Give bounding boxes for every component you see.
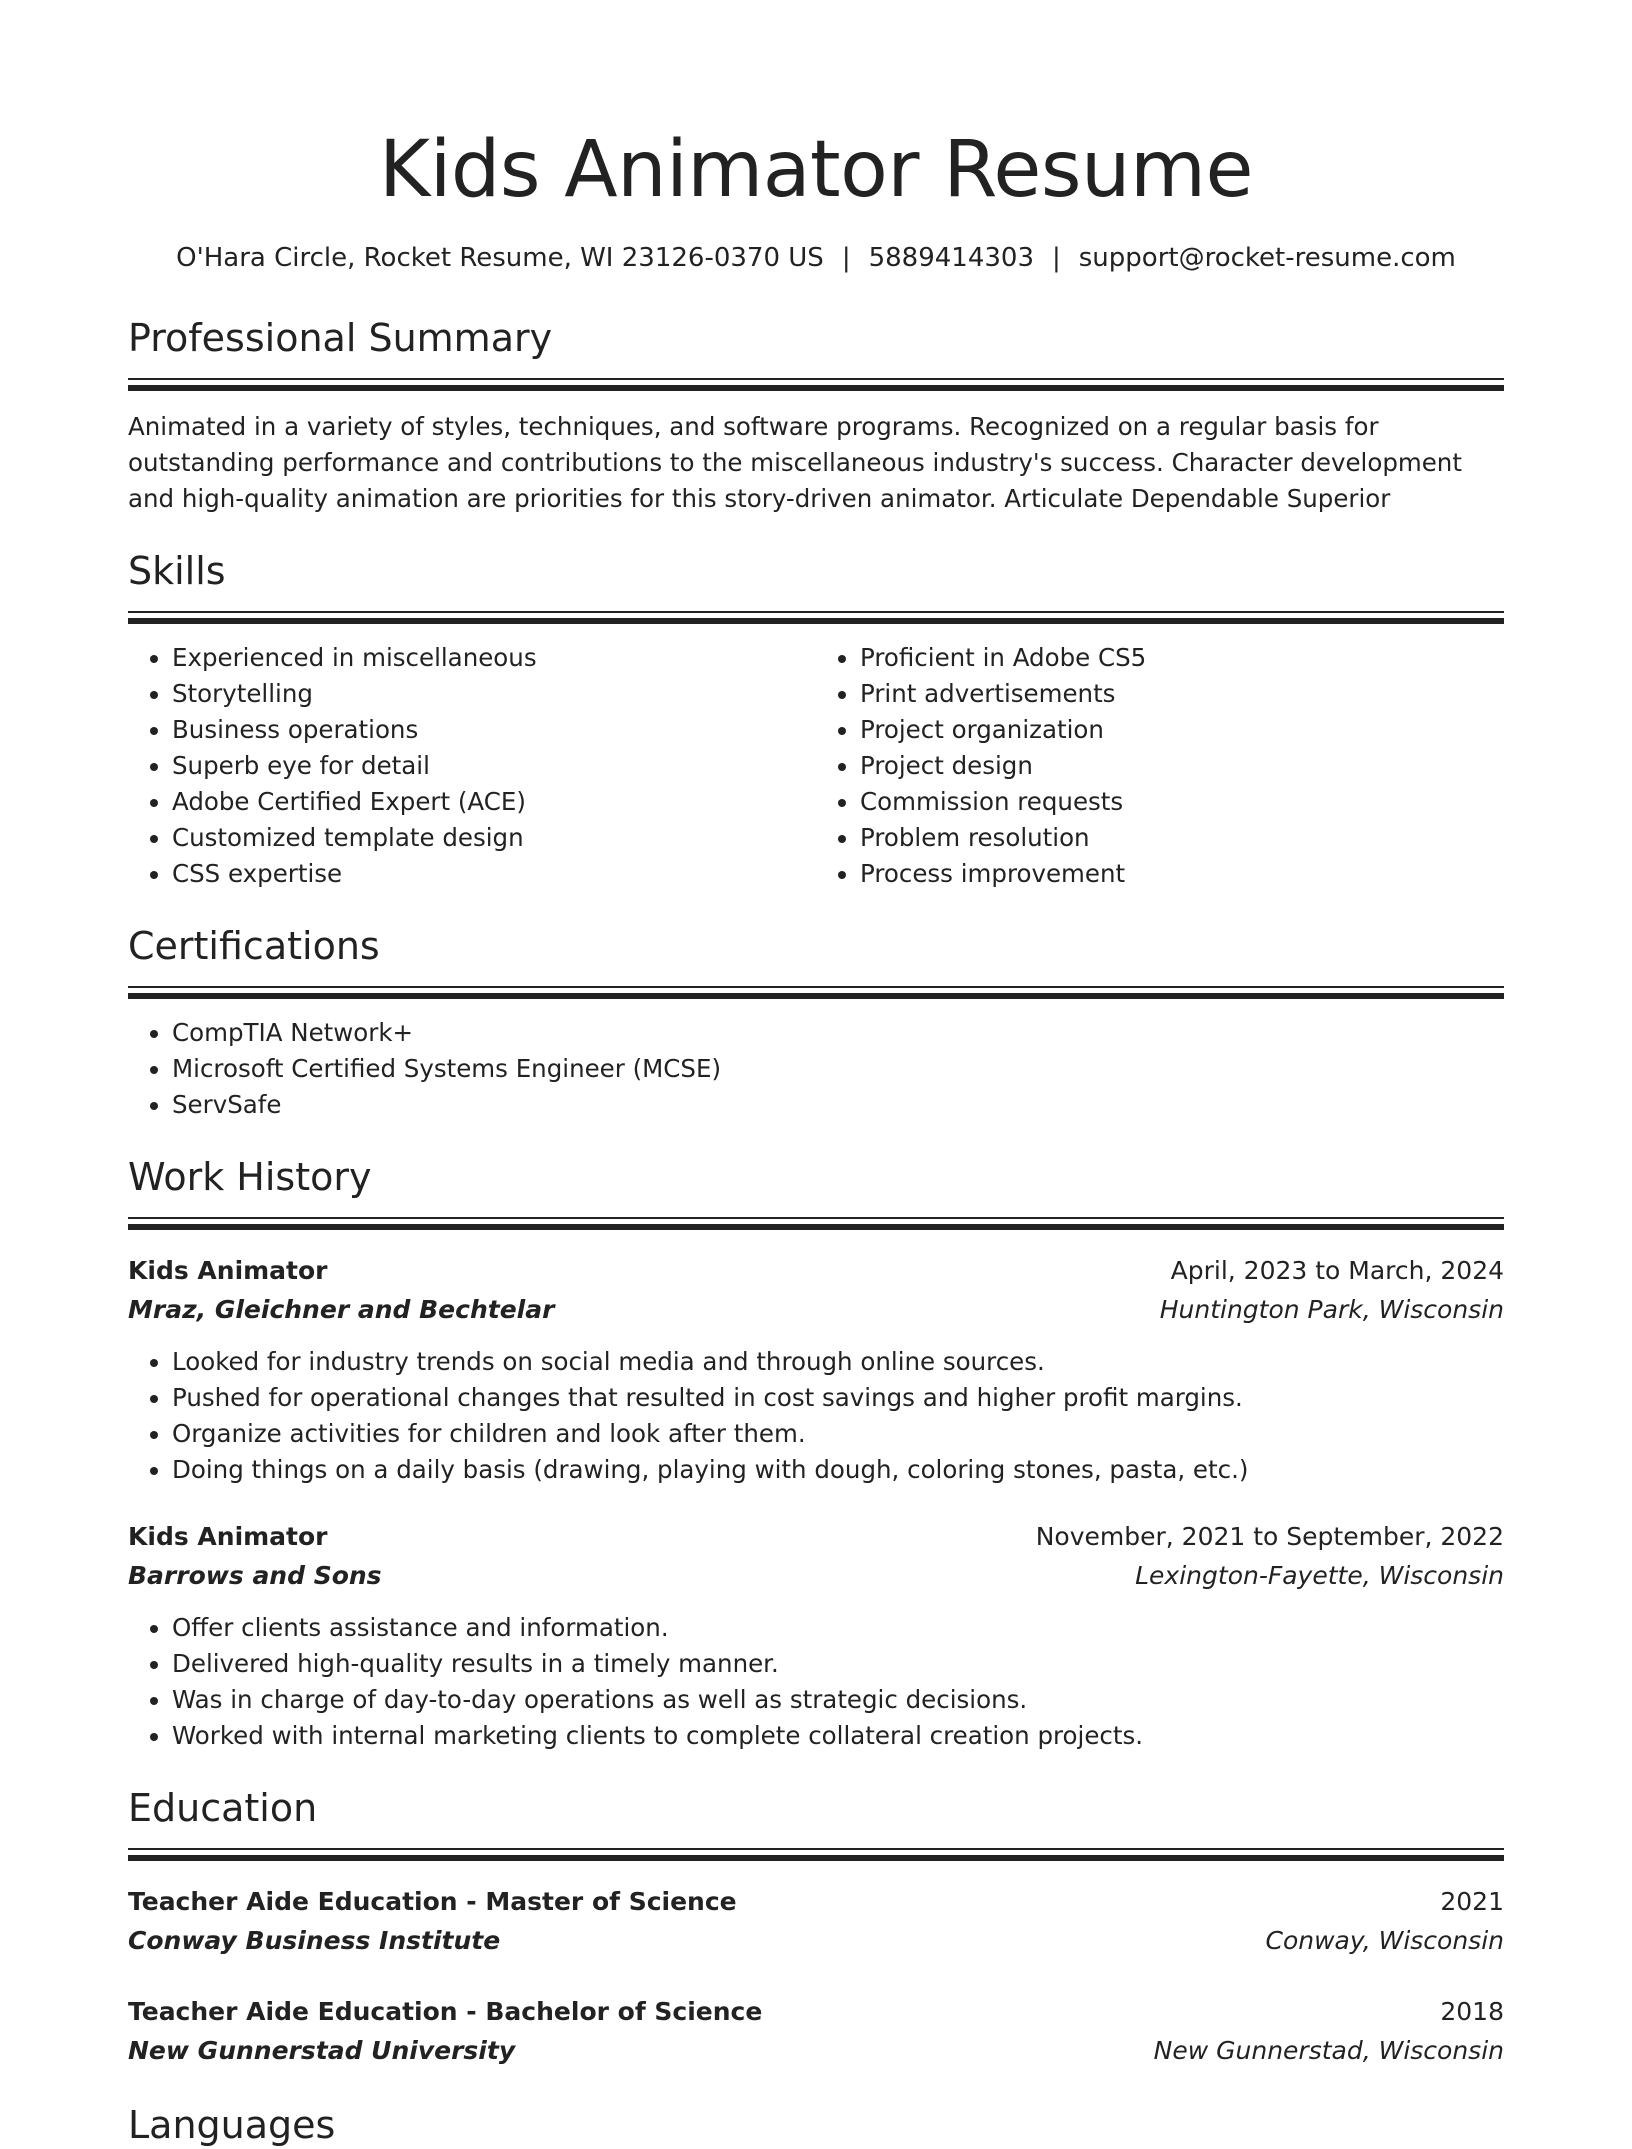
job-bullet: • Worked with internal marketing clients to complete collateral creation projects. — [172, 1718, 1504, 1754]
education-location: Conway, Wisconsin — [1265, 1926, 1504, 1955]
resume-title: Kids Animator Resume — [379, 125, 1253, 215]
job-header-row — [128, 1518, 1504, 1556]
section-title-education: Education — [128, 1786, 318, 1830]
section-title-work-history: Work History — [128, 1155, 372, 1199]
education-entry — [128, 1883, 1504, 1961]
job-company-row — [128, 1290, 1504, 1330]
job-dates: April, 2023 to March, 2024 — [1170, 1256, 1504, 1285]
job-bullet: • Offer clients assistance and information. — [172, 1610, 1504, 1646]
education-degree: Teacher Aide Education - Master of Science — [128, 1887, 737, 1916]
skills-section — [128, 547, 1504, 892]
contact-email: support@rocket-resume.com — [1078, 243, 1456, 273]
education-year: 2018 — [1440, 1997, 1504, 2026]
job-bullet: • Was in charge of day-to-day operations as well as strategic decisions. — [172, 1682, 1504, 1718]
skill-item: • Customized template design — [172, 820, 816, 856]
skills-list-left — [128, 640, 816, 892]
education-school-row — [128, 1921, 1504, 1961]
certification-item: • ServSafe — [172, 1087, 1504, 1123]
certifications-list — [128, 1015, 1504, 1123]
skill-item: • Project design — [860, 748, 1504, 784]
skill-item: • Experienced in miscellaneous — [172, 640, 816, 676]
section-divider — [128, 1848, 1504, 1861]
job-bullet: • Organize activities for children and look after them. — [172, 1416, 1504, 1452]
contact-separator: | — [841, 243, 851, 273]
job-bullets — [128, 1610, 1504, 1754]
languages-section — [128, 2101, 1504, 2149]
skill-item: • CSS expertise — [172, 856, 816, 892]
job-bullet: • Looked for industry trends on social media and through online sources. — [172, 1344, 1504, 1380]
job-bullets — [128, 1344, 1504, 1488]
job-entry — [128, 1252, 1504, 1488]
job-bullet: • Doing things on a daily basis (drawing, playing with dough, coloring stones, pasta, etc.) — [172, 1452, 1504, 1488]
education-school-row — [128, 2031, 1504, 2071]
certification-item: • CompTIA Network+ — [172, 1015, 1504, 1051]
skill-item: • Storytelling — [172, 676, 816, 712]
education-header-row — [128, 1883, 1504, 1921]
job-location: Huntington Park, Wisconsin — [1159, 1295, 1504, 1324]
contact-address: O'Hara Circle, Rocket Resume, WI 23126-0370 US — [176, 243, 824, 273]
summary-text: Animated in a variety of styles, techniques, and software programs. Recognized on a regular basis for outstanding performance and contributions to the miscellaneous industry's success. Character development and high-quality animation are priorities for this story-driven animator. Articulate Dependable Superior — [128, 412, 1462, 513]
skill-item: • Business operations — [172, 712, 816, 748]
section-title-languages: Languages — [128, 2103, 336, 2147]
education-entry — [128, 1993, 1504, 2071]
job-company-row — [128, 1556, 1504, 1596]
section-title-certifications: Certifications — [128, 924, 380, 968]
skills-list-right — [816, 640, 1504, 892]
section-divider — [128, 611, 1504, 624]
job-bullet: • Pushed for operational changes that resulted in cost savings and higher profit margins. — [172, 1380, 1504, 1416]
job-entry — [128, 1518, 1504, 1754]
job-bullet: • Delivered high-quality results in a timely manner. — [172, 1646, 1504, 1682]
job-company: Mraz, Gleichner and Bechtelar — [128, 1295, 555, 1324]
skill-item: • Project organization — [860, 712, 1504, 748]
section-divider — [128, 1217, 1504, 1230]
contact-phone: 5889414303 — [868, 243, 1034, 273]
skill-item: • Problem resolution — [860, 820, 1504, 856]
education-section — [128, 1784, 1504, 2071]
section-divider — [128, 986, 1504, 999]
skill-item: • Print advertisements — [860, 676, 1504, 712]
certification-item: • Microsoft Certified Systems Engineer (MCSE) — [172, 1051, 1504, 1087]
section-title-summary: Professional Summary — [128, 316, 553, 360]
job-company: Barrows and Sons — [128, 1561, 382, 1590]
skills-columns — [128, 640, 1504, 892]
summary-section — [128, 314, 1504, 517]
skill-item: • Commission requests — [860, 784, 1504, 820]
education-school: New Gunnerstad University — [128, 2036, 516, 2065]
section-title-skills: Skills — [128, 549, 226, 593]
work-history-section — [128, 1153, 1504, 1754]
education-location: New Gunnerstad, Wisconsin — [1153, 2036, 1504, 2065]
education-school: Conway Business Institute — [128, 1926, 501, 1955]
job-location: Lexington-Fayette, Wisconsin — [1135, 1561, 1504, 1590]
contact-separator: | — [1052, 243, 1061, 273]
skill-item: • Adobe Certified Expert (ACE) — [172, 784, 816, 820]
skill-item: • Process improvement — [860, 856, 1504, 892]
certifications-section — [128, 922, 1504, 1123]
skill-item: • Proficient in Adobe CS5 — [860, 640, 1504, 676]
job-role: Kids Animator — [128, 1522, 328, 1551]
job-role: Kids Animator — [128, 1256, 328, 1285]
section-divider — [128, 378, 1504, 391]
education-header-row — [128, 1993, 1504, 2031]
job-header-row — [128, 1252, 1504, 1290]
education-degree: Teacher Aide Education - Bachelor of Science — [128, 1997, 763, 2026]
contact-line — [128, 242, 1504, 274]
job-dates: November, 2021 to September, 2022 — [1035, 1522, 1504, 1551]
education-year: 2021 — [1440, 1887, 1504, 1916]
skill-item: • Superb eye for detail — [172, 748, 816, 784]
